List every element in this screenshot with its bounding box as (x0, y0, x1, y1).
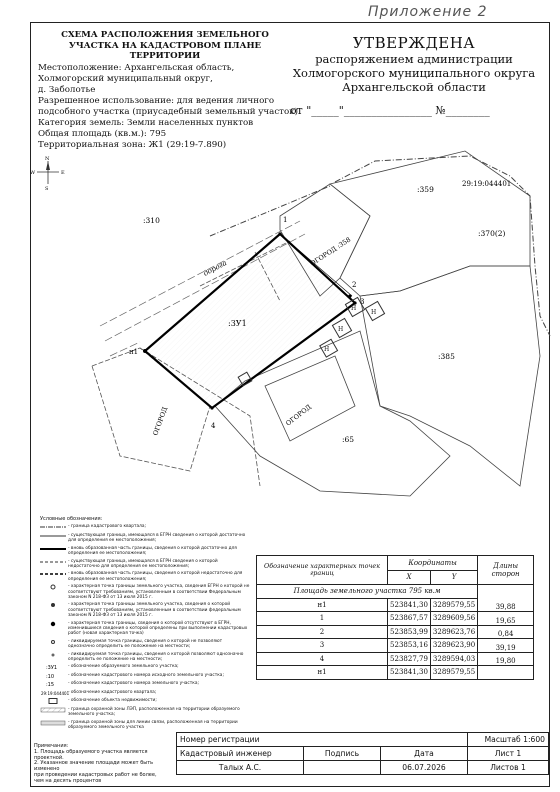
legend-item: :15 - обозначение кадастрового номера земельного участка; (46, 681, 199, 689)
ogorod-358-label: ОГОРОД :358 (308, 235, 353, 268)
legend-item: - характерная точка границы, сведения о которой отсутствуют в ЕГРН, изменившиеся сведения о которой определены при выполнении кадастровых работ (новая характерная точка) (40, 621, 250, 637)
info-line: Местоположение: Архангельская область, (38, 63, 235, 73)
approval-heading: УТВЕРЖДЕНА (352, 34, 476, 52)
sheets-label: Листов 1 (468, 761, 549, 775)
date-value: 06.07.2026 (381, 761, 468, 775)
ogorod-plot (265, 356, 355, 441)
legend-item: - существующая граница, имеющаяся в ЕГРН сведения о которой недостаточно для определения ее местоположения; (68, 558, 218, 569)
parcel-label: :370(2) (478, 229, 506, 238)
legend-item: - обозначение объекта недвижимости; (40, 698, 250, 704)
compass-s: S (45, 186, 49, 192)
legend-heading: Условные обозначения: (40, 516, 103, 522)
svg-text::15: :15 (46, 682, 55, 689)
legend-item: - характерная точка границы земельного участка, сведения ЕГРН о которой не соответствуют требованиям, установленным в соответствии Федеральным законом N 218-ФЗ от 13 июля 2015 г. (40, 584, 250, 600)
scale-label: Масштаб 1:600 (468, 733, 549, 747)
point-label: н1 (129, 348, 139, 356)
info-line: д. Заболотье (38, 85, 96, 95)
note-line: чем на десять процентов (34, 777, 102, 784)
engineer-label: Кадастровый инженер (177, 747, 304, 761)
col-length: Длины сторон (478, 556, 534, 585)
col-y: Y (430, 570, 477, 585)
table-row: н1 523841,30 3289579,55 39,88 (257, 598, 534, 612)
cadastral-map (30, 156, 550, 516)
road-label: дорога (202, 258, 229, 278)
notes (34, 744, 174, 785)
legend-item: - граница охранной зоны для линии связи, расположенная на территории образуемого земельного участка (40, 720, 250, 730)
approval-line: Архангельской области (342, 80, 486, 94)
legend-item: - характерная точка границы земельного участка, сведения о которой соответствуют требованиям, установленным в соответствии федеральным законом N 218-ФЗ от 13 июля 2015 г. (40, 602, 250, 618)
note-line: при проведении кадастровых работ не более, (34, 771, 157, 778)
approval-line: Холмогорского муниципального округа (292, 66, 536, 80)
info-line: подсобного участка (приусадебный земельный участок) (38, 107, 299, 117)
legend-item: :3У1 - обозначение образуемого земельного участка; (46, 664, 179, 672)
info-line: Общая площадь (кв.м.): 795 (38, 129, 167, 139)
legend (40, 517, 250, 733)
compass-w: W (30, 170, 36, 176)
compass-n: N (45, 156, 50, 162)
point-label: 1 (283, 216, 288, 224)
approval-line: распоряжением администрации (315, 52, 513, 66)
col-coordinates: Координаты (388, 556, 478, 571)
legend-item: - граница охранной зоны ЛЭП, расположенная на территории образуемого земельного участка; (40, 707, 250, 717)
info-line: Холмогорский муниципальный округ, (38, 74, 213, 84)
info-line: Категория земель: Земли населенных пунктов (38, 118, 254, 128)
date-label: Дата (381, 747, 468, 761)
parcel-label: :385 (438, 352, 455, 361)
legend-item: :10 - обозначение кадастрового номера исходного земельного участка; (46, 672, 224, 680)
registration-label: Номер регистрации (177, 733, 468, 747)
legend-item: - вновь образованная часть границы, сведения о которой недостаточно для определения ее местоположения; (68, 571, 243, 582)
legend-item: - ликвидируемая точка границы, сведения о которой позволяют однозначно определить ее положение на местности; (40, 652, 250, 662)
col-point: Обозначение характерных точек границ (257, 556, 388, 585)
title-block (176, 732, 549, 775)
note-line: 2. Указанное значение площади может быть изменено (34, 760, 154, 773)
table-row: 2 523853,99 3289623,76 0,84 (257, 625, 534, 639)
compass-e: E (61, 170, 65, 176)
table-row: 1 523867,57 3289609,56 19,65 (257, 612, 534, 626)
note-line: 1. Площадь образуемого участка является проектной. (34, 748, 148, 761)
parcel-label: :359 (417, 185, 434, 194)
point-label: 3 (360, 298, 365, 306)
svg-text::3У1: :3У1 (46, 665, 58, 672)
table-row: 4 523827,79 3289594,03 19,80 (257, 652, 534, 666)
info-line: Территориальная зона: Ж1 (29:19-7.890) (38, 140, 227, 150)
quarter-label: 29:19:044401 (462, 180, 512, 188)
parcel-385 (360, 266, 540, 486)
svg-text::10: :10 (46, 673, 55, 680)
engineer-name: Талых А.С. (177, 761, 304, 775)
formed-parcel-label: :3У1 (228, 319, 247, 328)
svg-text:29:19:044401: 29:19:044401 (41, 690, 70, 696)
ogorod-label: ОГОРОД (151, 405, 170, 437)
house-label: Н (371, 309, 377, 316)
notes-heading: Примечания: (34, 743, 69, 749)
parcel-label: :65 (342, 435, 355, 444)
parcel-370 (330, 151, 530, 296)
ogorod-label: ОГОРОД (284, 402, 313, 428)
area-row: Площадь земельного участка 795 кв.м (257, 585, 478, 599)
legend-item: - вновь образованная часть границы, сведения о которой достаточно для определения ее местоположения; (68, 545, 237, 556)
col-x: X (388, 570, 431, 585)
legend-item: - ликвидируемая точка границы, сведения о которой не позволяют однозначно определить ее положение на местности; (40, 639, 250, 649)
approval-block (286, 34, 542, 117)
document-title: СХЕМА РАСПОЛОЖЕНИЯ ЗЕМЕЛЬНОГО УЧАСТКА НА КАДАСТРОВОМ ПЛАНЕ ТЕРРИТОРИИ (61, 30, 269, 61)
point-label: 2 (352, 281, 357, 289)
legend-item: - граница кадастрового квартала; (68, 524, 146, 530)
parcel-info (38, 63, 318, 151)
legend-item: 29:19:044401 - обозначение кадастрового квартала; (41, 689, 157, 696)
compass-icon (30, 156, 65, 192)
coordinates-table (256, 555, 534, 680)
legend-item: - существующая граница, имеющаяся в ЕГРН сведения о которой достаточно для определения ее местоположения; (68, 532, 246, 543)
handwritten-annotation: Приложение 2 (368, 4, 488, 20)
point-label: 4 (211, 422, 216, 430)
house-label: Н (324, 346, 330, 353)
parcel-label: :310 (143, 216, 160, 225)
info-line: Разрешенное использование: для ведения личного (38, 96, 275, 106)
sheet-label: Лист 1 (468, 747, 549, 761)
quarter-boundary (210, 186, 330, 236)
table-row: н1 523841,30 3289579,55 (257, 666, 534, 680)
house-label: Н (338, 326, 344, 333)
house-label: Н (351, 305, 357, 312)
table-row: 3 523853,16 3289623,90 39,19 (257, 639, 534, 653)
signature-label: Подпись (304, 747, 381, 761)
approval-dateline: от "_____"________________ №________ (290, 104, 490, 117)
quarter-boundary (335, 156, 550, 336)
